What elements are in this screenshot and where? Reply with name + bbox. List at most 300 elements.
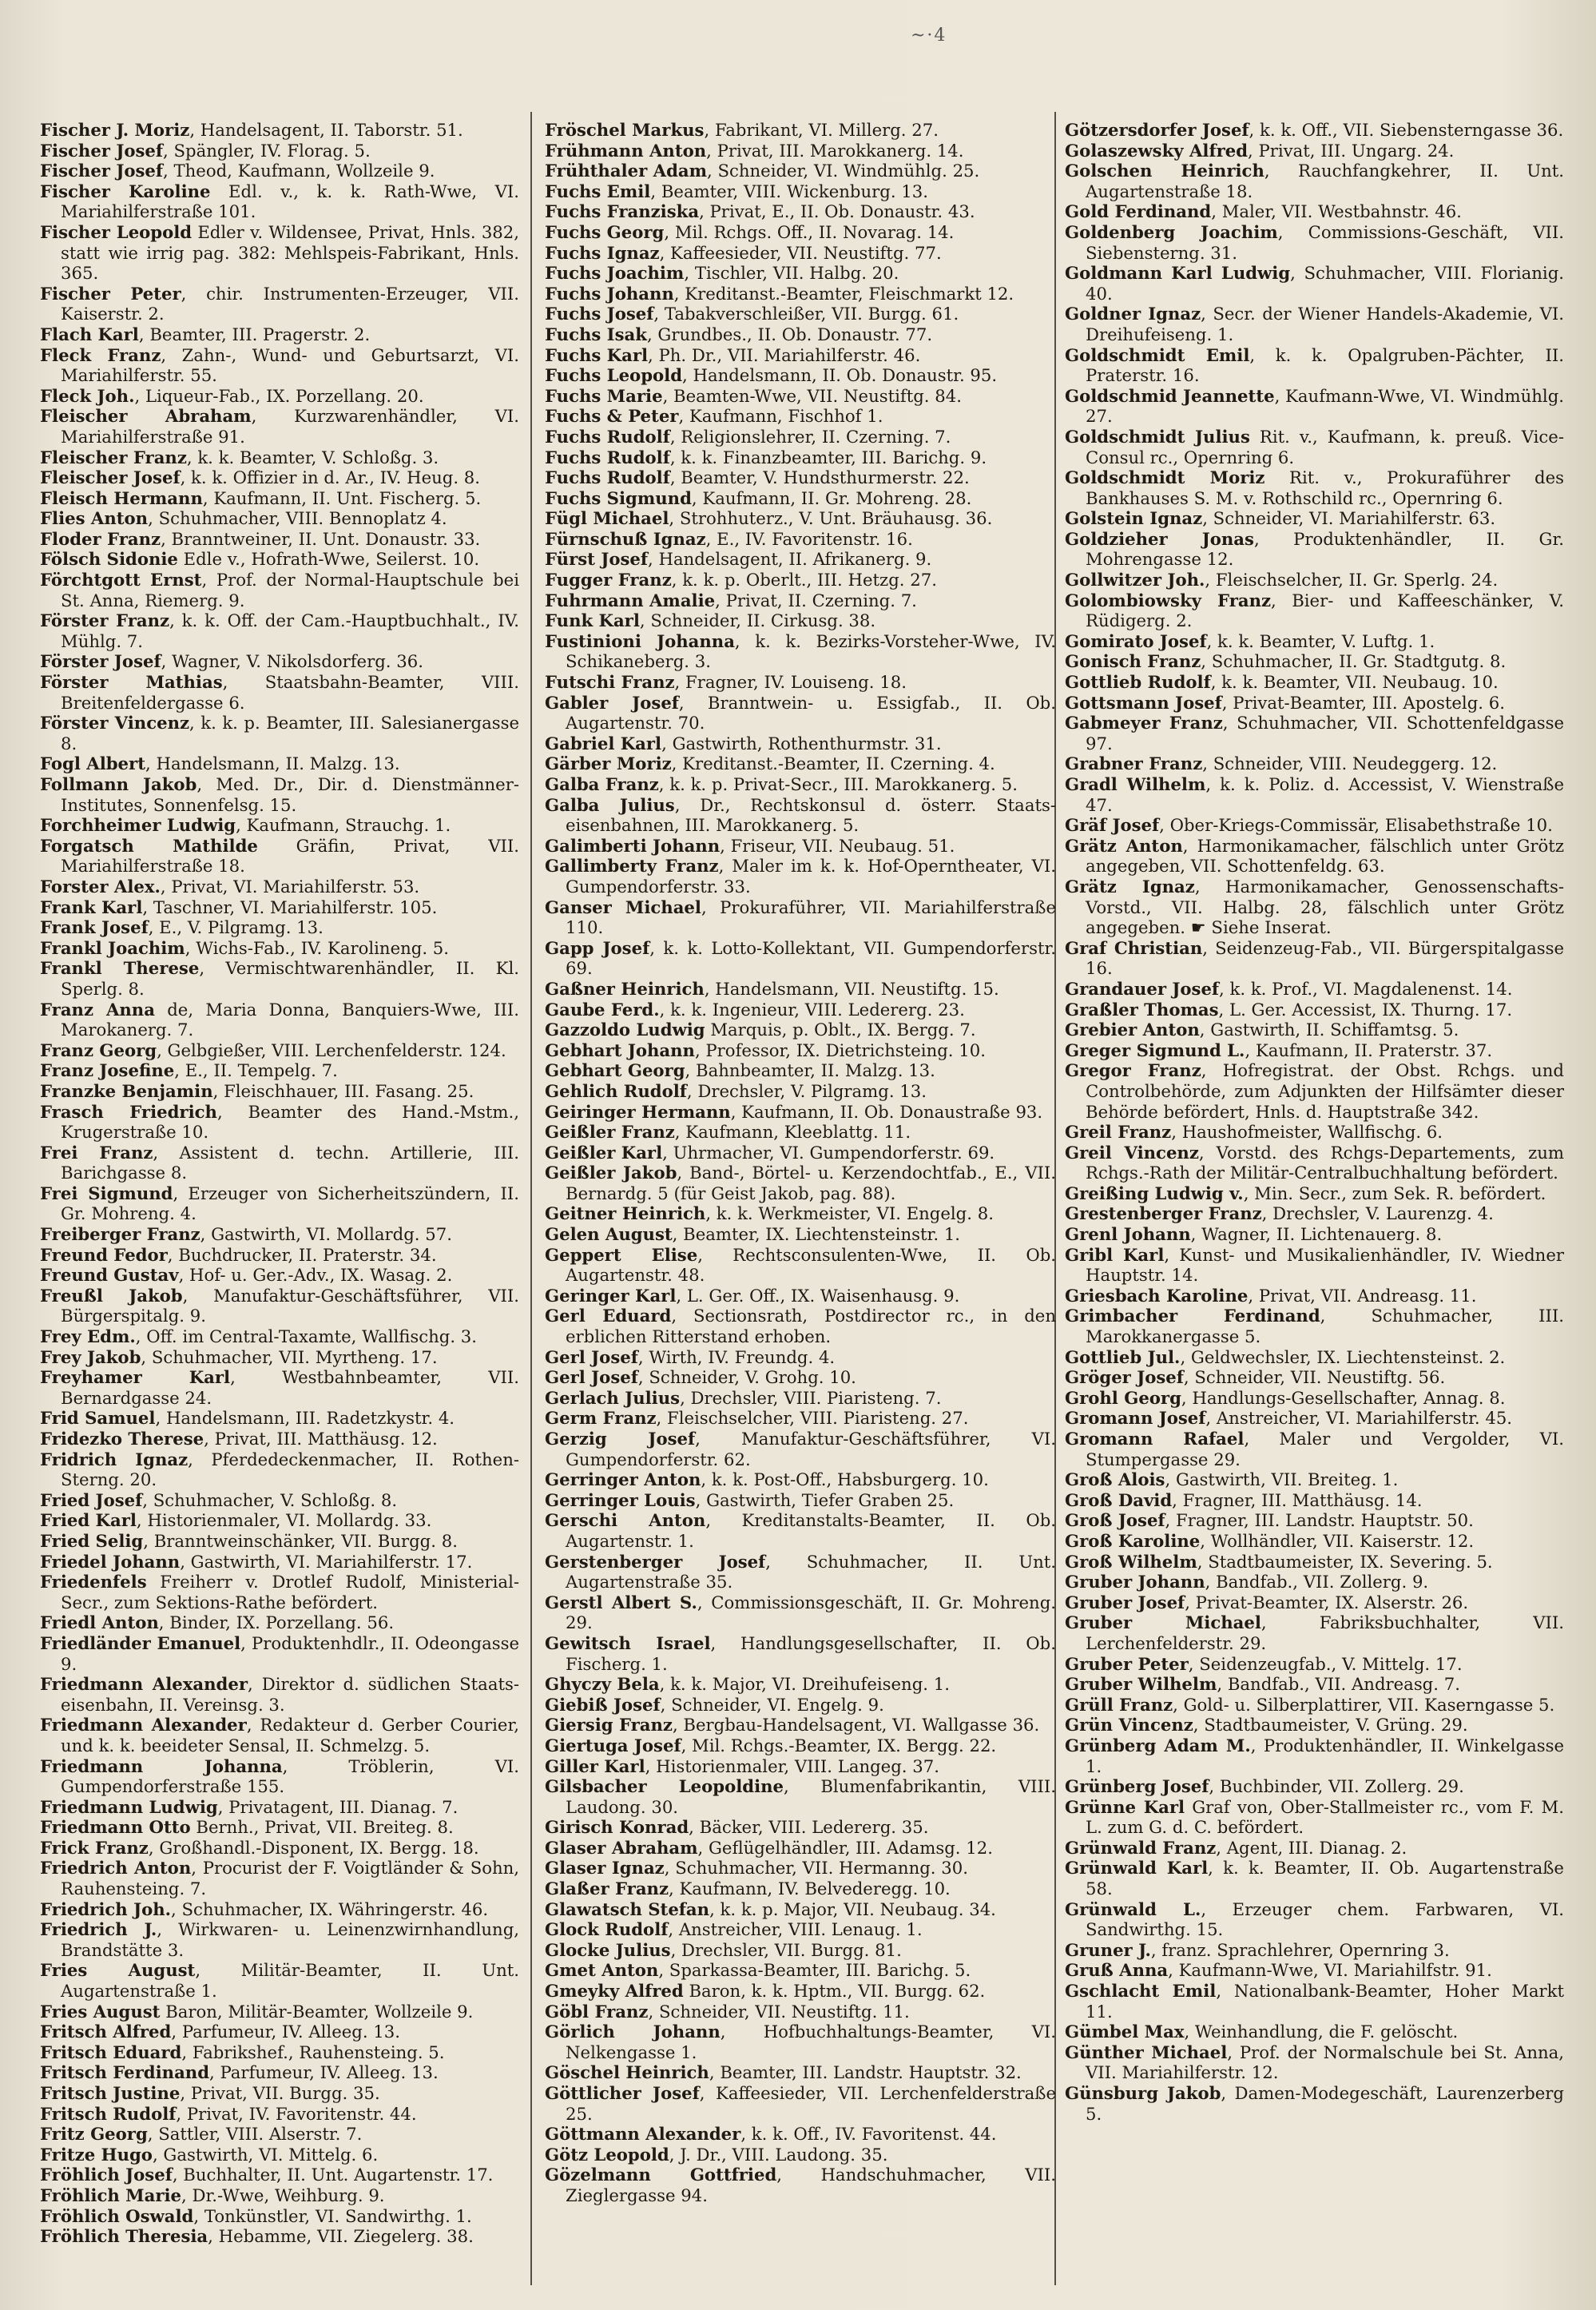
- entry-details: , Bergbau-Handelsagent, VI. Wallgasse 36.: [672, 1715, 1040, 1735]
- entry-details: , Tonkünstler, VI. Sandwirthg. 1.: [193, 2205, 472, 2226]
- entry-details: , Professor, IX. Dietrichsteing. 10.: [694, 1040, 986, 1060]
- entry-details: , Band-, Börtel- u. Kerzendochtfab., E., VII. Bernardg. 5 (für Geist Jakob, pag. 88).: [566, 1163, 1057, 1203]
- entry-name: Goldschmidt Moriz: [1065, 467, 1265, 488]
- entry-name: Fleisch Hermann: [40, 487, 203, 508]
- entry-details: , Mil. Rchgs. Off., II. Novarag. 14.: [664, 221, 955, 242]
- entry-details: , Kreditanst.-Beamter, Fleischmarkt 12.: [673, 283, 1014, 304]
- entry-details: , Off. im Central-Taxamte, Wallfischg. 3.: [135, 1326, 478, 1347]
- entry-details: , Assistent d. techn. Artillerie, III. Barichgasse 8.: [61, 1142, 519, 1183]
- entry-details: , Med. Dr., Dir. d. Dienstmänner-Institutes, Sonnenfelsg. 15.: [61, 774, 519, 815]
- directory-entry: [40, 836, 519, 877]
- directory-entry: [545, 1960, 1056, 1981]
- entry-details: , k. k. Beamter, VII. Neubaug. 10.: [1210, 672, 1499, 693]
- directory-entry: [1065, 1143, 1564, 1183]
- entry-details: Rit. v., Kaufmann, k. preuß. Vice-Consul rc., Opernring 6.: [1086, 426, 1564, 467]
- directory-entry: [40, 672, 519, 713]
- directory-entry: [545, 631, 1056, 672]
- entry-name: Fridrich Ignaz: [40, 1449, 189, 1469]
- directory-entry: [40, 570, 519, 610]
- entry-name: Goldschmidt Emil: [1065, 344, 1250, 365]
- entry-name: Gerringer Anton: [545, 1469, 701, 1490]
- entry-name: Grabner Franz: [1065, 753, 1203, 774]
- column-divider: [530, 112, 532, 2285]
- entry-name: Ganser Michael: [545, 897, 701, 917]
- entry-details: , Fragner, III. Matthäusg. 14.: [1172, 1489, 1423, 1510]
- entry-details: , Kaufmann-Wwe, VI. Mariahilfstr. 91.: [1168, 1960, 1492, 1981]
- entry-name: Fuchs Marie: [545, 385, 663, 406]
- entry-details: , Privatagent, III. Dianag. 7.: [217, 1796, 459, 1817]
- directory-entry: [1065, 1715, 1564, 1735]
- directory-entry: [1065, 141, 1564, 161]
- entry-details: , Kaufmann, II. Unt. Fischerg. 5.: [202, 487, 482, 508]
- entry-name: Grimbacher Ferdinand: [1065, 1306, 1320, 1326]
- directory-entry: [40, 467, 519, 488]
- entry-details: , Historienmaler, VI. Mollardg. 33.: [136, 1510, 432, 1531]
- entry-details: Freiherr v. Drotlef Rudolf, Ministerial-Secr., zum Sektions-Rathe befördert.: [61, 1572, 519, 1612]
- directory-entry: [545, 141, 1056, 161]
- directory-entry: [545, 2062, 1056, 2083]
- directory-entry: [40, 917, 519, 938]
- directory-entry: [40, 1572, 519, 1612]
- directory-entry: [40, 2104, 519, 2125]
- directory-entry: [545, 1817, 1056, 1838]
- entry-details: , Handlungs-Gesellschafter, Annag. 8.: [1181, 1387, 1506, 1408]
- directory-entry: [545, 1858, 1056, 1879]
- directory-entry: [1065, 1940, 1564, 1961]
- entry-details: , Kurzwarenhändler, VI. Mariahilferstraße 91.: [61, 406, 519, 447]
- directory-entry: [1065, 1020, 1564, 1040]
- entry-details: , Bier- und Kaffeeschänker, V. Rüdigerg. 2.: [1086, 590, 1564, 631]
- entry-details: , k. k. Off., VII. Siebensterngasse 36.: [1249, 120, 1564, 140]
- directory-entry: [545, 1060, 1056, 1081]
- entry-details: , Tröblerin, VI. Gumpendorferstraße 155.: [61, 1755, 519, 1797]
- entry-details: , Privat, E., II. Ob. Donaustr. 43.: [699, 201, 975, 222]
- entry-name: Gebhart Johann: [545, 1040, 695, 1060]
- entry-name: Groß Karoline: [1065, 1530, 1201, 1551]
- entry-name: Gruner J.: [1065, 1939, 1151, 1960]
- directory-entry: [40, 2062, 519, 2083]
- entry-name: Geppert Elise: [545, 1244, 698, 1265]
- entry-details: , Kaufmann, Fischhof 1.: [678, 406, 883, 427]
- directory-entry: [545, 1981, 1056, 2002]
- entry-details: , Liqueur-Fab., IX. Porzellang. 20.: [134, 385, 424, 406]
- entry-details: , Sparkassa-Beamter, III. Barichg. 5.: [658, 1960, 971, 1981]
- entry-name: Gerl Eduard: [545, 1306, 672, 1326]
- entry-name: Fogl Albert: [40, 753, 145, 774]
- entry-name: Friedmann Ludwig: [40, 1796, 218, 1817]
- directory-entry: [545, 1776, 1056, 1817]
- entry-details: , Nationalbank-Beamter, Hoher Markt 11.: [1086, 1981, 1564, 2022]
- entry-name: Fuchs Emil: [545, 181, 651, 201]
- entry-details: , franz. Sprachlehrer, Opernring 3.: [1150, 1939, 1450, 1960]
- directory-entry: [1065, 672, 1564, 693]
- entry-details: , Geldwechsler, IX. Liechtensteinst. 2.: [1180, 1346, 1506, 1367]
- entry-details: , Gastwirth, VI. Mollardg. 57.: [200, 1224, 452, 1245]
- entry-details: , Privat, II. Czerning. 7.: [715, 590, 917, 610]
- directory-entry: [40, 1286, 519, 1326]
- entry-details: , Mil. Rchgs.-Beamter, IX. Bergg. 22.: [681, 1735, 997, 1755]
- entry-name: Friedl Anton: [40, 1612, 159, 1633]
- directory-entry: [1065, 427, 1564, 467]
- entry-name: Greißing Ludwig v.: [1065, 1183, 1244, 1203]
- entry-details: , Stadtbaumeister, IX. Severing. 5.: [1197, 1551, 1493, 1572]
- directory-entry: [1065, 590, 1564, 631]
- entry-details: , Schuhmacher, VII. Schottenfeldgasse 97.: [1086, 713, 1564, 753]
- entry-name: Forgatsch Mathilde: [40, 835, 258, 856]
- entry-name: Grünberg Josef: [1065, 1776, 1209, 1797]
- entry-name: Franz Georg: [40, 1040, 157, 1060]
- entry-name: Förster Mathias: [40, 672, 223, 693]
- directory-entry: [1065, 2022, 1564, 2042]
- entry-name: Göttmann Alexander: [545, 2124, 741, 2145]
- directory-entry: [545, 1163, 1056, 1203]
- entry-name: Geitner Heinrich: [545, 1203, 706, 1224]
- entry-name: Golschen Heinrich: [1065, 161, 1264, 181]
- directory-entry: [40, 1531, 519, 1552]
- entry-details: , Kaffeesieder, VII. Lerchenfelderstraße 25.: [566, 2083, 1056, 2124]
- entry-details: , Harmonikamacher, Genossenschafts-Vorstd., VII. Halbg. 28, fälschlich unter Grötz angegeben. ☛ Siehe Inserat.: [1086, 876, 1564, 938]
- entry-name: Frey Edm.: [40, 1326, 136, 1347]
- entry-details: , Agent, III. Dianag. 2.: [1216, 1837, 1407, 1858]
- entry-details: , Fleischhauer, III. Fasang. 25.: [212, 1080, 474, 1101]
- entry-name: Fischer J. Moriz: [40, 120, 190, 140]
- entry-name: Geißler Jakob: [545, 1163, 677, 1183]
- entry-name: Geißler Karl: [545, 1142, 663, 1163]
- entry-name: Graf Christian: [1065, 937, 1203, 958]
- directory-entry: [40, 549, 519, 570]
- directory-entry: [1065, 1122, 1564, 1143]
- directory-entry: [40, 1081, 519, 1102]
- directory-entry: [40, 1756, 519, 1797]
- entry-details: , Kaufmann, II. Praterstr. 37.: [1245, 1040, 1493, 1060]
- directory-entry: [40, 141, 519, 161]
- directory-entry: [1065, 386, 1564, 427]
- entry-details: , Strohhuterz., V. Unt. Bräuhausg. 36.: [669, 508, 993, 529]
- entry-name: Frankl Therese: [40, 958, 200, 979]
- entry-name: Glaser Ignaz: [545, 1858, 665, 1879]
- entry-name: Fritsch Justine: [40, 2083, 181, 2103]
- directory-entry: [1065, 1000, 1564, 1020]
- entry-details: , Buchdrucker, II. Praterstr. 34.: [167, 1244, 437, 1265]
- directory-entry: [545, 2083, 1056, 2124]
- directory-entry: [545, 1286, 1056, 1306]
- directory-entry: [1065, 753, 1564, 774]
- directory-entry: [1065, 1858, 1564, 1898]
- entry-name: Groß Wilhelm: [1065, 1551, 1197, 1572]
- directory-entry: [545, 2022, 1056, 2062]
- directory-column-2: [545, 120, 1056, 2206]
- entry-details: , Kaufmann, IV. Belvederegg. 10.: [669, 1879, 951, 1899]
- directory-entry: [545, 386, 1056, 407]
- entry-name: Gerringer Louis: [545, 1489, 696, 1510]
- entry-details: , Fragner, III. Landstr. Hauptstr. 50.: [1165, 1510, 1474, 1531]
- directory-entry: [1065, 1490, 1564, 1511]
- directory-entry: [40, 877, 519, 897]
- directory-entry: [1065, 1367, 1564, 1388]
- entry-details: , Parfumeur, IV. Alleeg. 13.: [171, 2022, 401, 2042]
- entry-details: , Historienmaler, VIII. Langeg. 37.: [645, 1755, 939, 1776]
- entry-details: , k. k. Opalgruben-Pächter, II. Praterstr. 16.: [1086, 344, 1565, 386]
- directory-entry: [1065, 693, 1564, 714]
- entry-name: Gruß Anna: [1065, 1960, 1169, 1981]
- entry-details: , Secr. der Wiener Handels-Akademie, VI. Dreihufeiseng. 1.: [1086, 304, 1564, 344]
- directory-entry: [40, 1367, 519, 1408]
- directory-entry: [1065, 713, 1564, 753]
- directory-entry: [40, 938, 519, 959]
- entry-details: , Schuhmacher, II. Gr. Stadtgutg. 8.: [1201, 651, 1507, 672]
- directory-entry: [40, 1715, 519, 1755]
- entry-name: Fridezko Therese: [40, 1429, 204, 1449]
- entry-name: Franz Josefine: [40, 1060, 175, 1081]
- directory-entry: [1065, 1429, 1564, 1469]
- directory-entry: [1065, 651, 1564, 672]
- entry-details: , Privat, VII. Burgg. 35.: [180, 2083, 380, 2103]
- entry-details: , Dr., Rechtskonsul d. österr. Staats-eisenbahnen, III. Marokkanerg. 5.: [566, 794, 1056, 836]
- entry-details: , Wichs-Fab., IV. Karolineng. 5.: [185, 937, 449, 958]
- entry-details: , Produktenhändler, II. Gr. Mohrengasse 12.: [1086, 528, 1565, 570]
- entry-name: Griesbach Karoline: [1065, 1285, 1249, 1306]
- directory-entry: [545, 836, 1056, 857]
- entry-name: Frid Samuel: [40, 1408, 156, 1429]
- directory-entry: [545, 181, 1056, 202]
- entry-details: , Schuhmacher, VIII. Bennoplatz 4.: [148, 508, 447, 529]
- entry-name: Friedmann Otto: [40, 1817, 191, 1838]
- directory-entry: [545, 222, 1056, 243]
- directory-entry: [40, 1408, 519, 1429]
- entry-name: Freund Fedor: [40, 1244, 168, 1265]
- directory-entry: [545, 365, 1056, 386]
- entry-details: , k. k. Offizier in d. Ar., IV. Heug. 8.: [180, 467, 481, 488]
- directory-entry: [1065, 938, 1564, 979]
- entry-details: , E., II. Tempelg. 7.: [174, 1060, 338, 1081]
- entry-details: , Bandfab., VII. Andreasg. 7.: [1217, 1674, 1460, 1695]
- entry-name: Grestenberger Franz: [1065, 1203, 1262, 1224]
- entry-details: , Handelsmann, II. Ob. Donaustr. 95.: [682, 365, 998, 386]
- directory-entry: [1065, 631, 1564, 652]
- entry-name: Greil Franz: [1065, 1122, 1172, 1143]
- entry-details: , Anstreicher, VIII. Lenaug. 1.: [668, 1919, 923, 1940]
- entry-details: , Wirkwaren- u. Leinenzwirnhandlung, Brandstätte 3.: [61, 1919, 520, 1960]
- entry-name: Frankl Joachim: [40, 937, 185, 958]
- entry-name: Fuchs Franziska: [545, 201, 700, 222]
- directory-entry: [545, 1408, 1056, 1429]
- entry-name: Frank Karl: [40, 897, 143, 917]
- entry-name: Gruber Peter: [1065, 1653, 1189, 1674]
- entry-details: , Prokuraführer, VII. Mariahilferstraße 110.: [566, 897, 1056, 938]
- directory-entry: [545, 1388, 1056, 1409]
- entry-details: , Friseur, VII. Neubaug. 51.: [720, 835, 955, 856]
- directory-entry: [1065, 815, 1564, 836]
- directory-entry: [545, 1899, 1056, 1920]
- entry-details: , k. k. Finanzbeamter, III. Barichg. 9.: [669, 447, 987, 467]
- directory-entry: [1065, 2083, 1564, 2124]
- entry-details: , J. Dr., VIII. Laudong. 35.: [669, 2144, 888, 2165]
- entry-name: Goldschmid Jeannette: [1065, 385, 1275, 406]
- entry-details: , E., IV. Favoritenstr. 16.: [705, 528, 913, 549]
- entry-details: , Branntwein- u. Essigfab., II. Ob. Augartenstr. 70.: [566, 692, 1056, 734]
- entry-details: , Handelsmann, VII. Neustiftg. 15.: [704, 978, 999, 999]
- directory-entry: [40, 488, 519, 509]
- directory-entry: [545, 610, 1056, 631]
- directory-entry: [545, 1838, 1056, 1859]
- entry-name: Fritze Hugo: [40, 2144, 153, 2165]
- entry-details: , Erzeuger von Sicherheitszündern, II. Gr. Mohreng. 4.: [61, 1183, 520, 1224]
- entry-name: Fröschel Markus: [545, 120, 705, 140]
- directory-entry: [545, 243, 1056, 264]
- directory-entry: [40, 1449, 519, 1490]
- entry-details: Edler v. Wildensee, Privat, Hnls. 382, statt wie irrig pag. 382: Mehlspeis-Fabrikant, Hnls. 365.: [61, 221, 519, 284]
- entry-details: , Kaffeesieder, VII. Neustiftg. 77.: [659, 242, 942, 263]
- entry-name: Gromann Josef: [1065, 1408, 1206, 1429]
- entry-details: , Schneider, VII. Neustiftg. 56.: [1183, 1367, 1446, 1388]
- entry-name: Fleck Joh.: [40, 385, 135, 406]
- entry-name: Frasch Friedrich: [40, 1101, 217, 1122]
- directory-entry: [545, 1674, 1056, 1695]
- directory-entry: [40, 120, 519, 141]
- entry-name: Gribl Karl: [1065, 1244, 1165, 1265]
- entry-details: , Ober-Kriegs-Commissär, Elisabethstraße 10.: [1159, 815, 1553, 836]
- entry-name: Fischer Leopold: [40, 221, 193, 242]
- directory-entry: [40, 1000, 519, 1040]
- entry-name: Fried Josef: [40, 1489, 143, 1510]
- entry-name: Fritsch Ferdinand: [40, 2062, 210, 2083]
- entry-name: Gomirato Josef: [1065, 630, 1207, 651]
- directory-entry: [545, 938, 1056, 979]
- entry-details: , Drechsler, VII. Burgg. 81.: [670, 1939, 902, 1960]
- directory-entry: [40, 1858, 519, 1898]
- entry-details: , Kaufmann, II. Gr. Mohreng. 28.: [691, 487, 972, 508]
- directory-entry: [1065, 1060, 1564, 1122]
- directory-entry: [545, 2124, 1056, 2145]
- directory-entry: [1065, 529, 1564, 570]
- directory-entry: [545, 427, 1056, 447]
- directory-entry: [545, 1940, 1056, 1961]
- entry-details: , k. k. Off., IV. Favoritenst. 44.: [740, 2124, 997, 2145]
- entry-name: Fischer Josef: [40, 161, 164, 181]
- directory-entry: [545, 1143, 1056, 1163]
- entry-name: Gewitsch Israel: [545, 1632, 711, 1653]
- entry-name: Freyhamer Karl: [40, 1367, 231, 1388]
- directory-entry: [40, 651, 519, 672]
- entry-details: Edl. v., k. k. Rath-Wwe, VI. Mariahilferstraße 101.: [61, 181, 520, 222]
- entry-details: , Beamten-Wwe, VII. Neustiftg. 84.: [662, 385, 962, 406]
- entry-details: , k. k. Major, VI. Dreihufeiseng. 1.: [659, 1674, 950, 1695]
- entry-details: , Schneider, VII. Neustiftg. 11.: [648, 2001, 910, 2022]
- entry-details: , Militär-Beamter, II. Unt. Augartenstraße 1.: [61, 1960, 519, 2002]
- entry-details: , Tabakverschleißer, VII. Burgg. 61.: [653, 304, 959, 324]
- entry-details: , Fleischselcher, VIII. Piaristeng. 27.: [656, 1408, 969, 1429]
- directory-entry: [545, 1102, 1056, 1123]
- directory-entry: [1065, 467, 1564, 508]
- entry-name: Germ Franz: [545, 1408, 657, 1429]
- entry-details: , Schuhmacher, IX. Währingerstr. 46.: [171, 1898, 489, 1919]
- directory-entry: [545, 1510, 1056, 1551]
- entry-name: Freiberger Franz: [40, 1224, 200, 1245]
- directory-entry: [1065, 1347, 1564, 1368]
- entry-details: , Privat-Beamter, IX. Alserstr. 26.: [1185, 1592, 1469, 1612]
- entry-details: , Schuhmacher, III. Marokkanergasse 5.: [1086, 1306, 1564, 1347]
- entry-name: Ghyczy Bela: [545, 1674, 660, 1695]
- entry-details: , Beamter, III. Landstr. Hauptstr. 32.: [709, 2062, 1022, 2083]
- entry-name: Fuchs Rudolf: [545, 467, 670, 488]
- entry-details: , Bahnbeamter, II. Malzg. 13.: [685, 1060, 935, 1081]
- entry-name: Friedenfels: [40, 1572, 147, 1592]
- entry-name: Göbl Franz: [545, 2001, 649, 2022]
- entry-name: Gapp Josef: [545, 937, 650, 958]
- directory-entry: [1065, 570, 1564, 590]
- entry-name: Fritz Georg: [40, 2124, 148, 2145]
- entry-name: Gruber Josef: [1065, 1592, 1185, 1612]
- entry-name: Gazzoldo Ludwig: [545, 1020, 705, 1040]
- entry-details: , Kaufmann-Wwe, VI. Windmühlg. 27.: [1086, 385, 1565, 427]
- entry-name: Gonisch Franz: [1065, 651, 1201, 672]
- entry-details: , Westbahnbeamter, VII. Bernardgasse 24.: [61, 1367, 519, 1408]
- entry-name: Groß David: [1065, 1489, 1173, 1510]
- directory-entry: [40, 1838, 519, 1859]
- directory-entry: [40, 2083, 519, 2104]
- directory-entry: [545, 1306, 1056, 1346]
- directory-entry: [1065, 1654, 1564, 1675]
- entry-name: Gschlacht Emil: [1065, 1981, 1217, 2002]
- entry-details: , Min. Secr., zum Sek. R. befördert.: [1243, 1183, 1546, 1203]
- directory-entry: [40, 958, 519, 999]
- directory-entry: [1065, 1674, 1564, 1695]
- directory-entry: [40, 2022, 519, 2042]
- directory-entry: [545, 753, 1056, 774]
- entry-details: , Weinhandlung, die F. gelöscht.: [1184, 2022, 1459, 2042]
- entry-name: Fröhlich Theresia: [40, 2226, 208, 2247]
- entry-details: , Prof. der Normal-Hauptschule bei St. Anna, Riemerg. 9.: [61, 570, 519, 610]
- entry-details: , Redakteur d. Gerber Courier, und k. k. beeideter Sensal, II. Schmelzg. 5.: [61, 1715, 519, 1755]
- entry-details: , Sattler, VIII. Alserstr. 7.: [147, 2124, 363, 2145]
- directory-entry: [545, 406, 1056, 427]
- entry-details: , k. k. Beamter, II. Ob. Augartenstraße 58.: [1086, 1858, 1564, 1899]
- directory-entry: [1065, 222, 1564, 263]
- entry-name: Fürst Josef: [545, 549, 649, 570]
- directory-entry: [545, 304, 1056, 324]
- directory-entry: [1065, 508, 1564, 529]
- entry-name: Floder Franz: [40, 528, 161, 549]
- entry-name: Gilsbacher Leopoldine: [545, 1776, 784, 1797]
- directory-entry: [40, 447, 519, 468]
- entry-name: Goldenberg Joachim: [1065, 221, 1278, 242]
- entry-details: , Branntweiner, II. Unt. Donaustr. 33.: [161, 528, 481, 549]
- entry-details: , Religionslehrer, II. Czerning. 7.: [669, 426, 951, 447]
- directory-entry: [1065, 161, 1564, 201]
- entry-details: , Beamter, V. Hundsthurmerstr. 22.: [669, 467, 970, 488]
- directory-entry: [40, 1612, 519, 1633]
- entry-name: Goldzieher Jonas: [1065, 528, 1254, 549]
- entry-details: , Kunst- und Musikalienhändler, IV. Wiedner Hauptstr. 14.: [1086, 1244, 1564, 1286]
- entry-name: Gerschi Anton: [545, 1510, 706, 1531]
- entry-details: , Privat, VII. Andreasg. 11.: [1248, 1285, 1477, 1306]
- directory-entry: [40, 2124, 519, 2145]
- directory-entry: [545, 1919, 1056, 1940]
- entry-name: Gabler Josef: [545, 692, 679, 713]
- entry-details: , Beamter, VIII. Wickenburg. 13.: [650, 181, 928, 201]
- directory-entry: [545, 467, 1056, 488]
- entry-details: , Privat, III. Matthäusg. 12.: [204, 1429, 438, 1449]
- entry-name: Follmann Jakob: [40, 774, 197, 794]
- entry-name: Frei Sigmund: [40, 1183, 173, 1203]
- entry-details: , Prof. der Normalschule bei St. Anna, VII. Mariahilferstr. 12.: [1086, 2042, 1564, 2083]
- entry-details: , k. k. p. Major, VII. Neubaug. 34.: [709, 1898, 996, 1919]
- directory-entry: [40, 386, 519, 407]
- entry-details: , Handschuhmacher, VII. Zieglergasse 94.: [566, 2165, 1056, 2205]
- entry-details: , Binder, IX. Porzellang. 56.: [158, 1612, 395, 1633]
- entry-details: , Theod, Kaufmann, Wollzeile 9.: [163, 161, 435, 181]
- entry-details: , Erzeuger chem. Farbwaren, VI. Sandwirthg. 15.: [1086, 1898, 1565, 1940]
